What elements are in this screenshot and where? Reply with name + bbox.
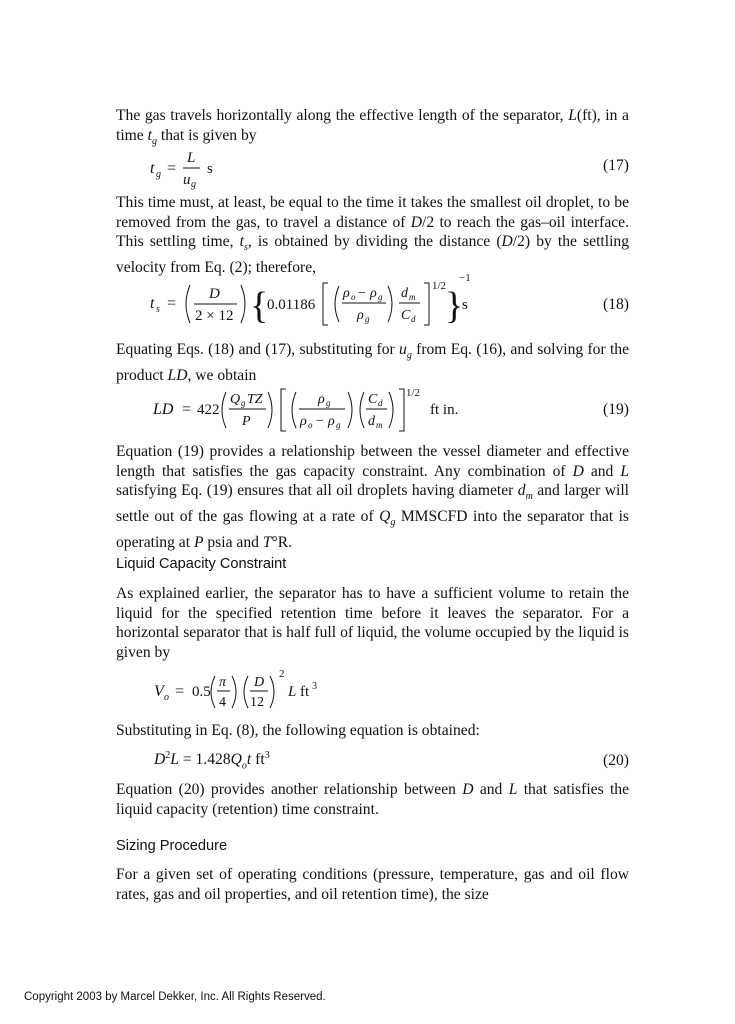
paragraph-3: Equating Eqs. (18) and (17), substituting for $u_g$ from Eq. (16), and solving for the product LD, we obtain [116, 341, 630, 384]
svg-text:LD: LD [153, 401, 174, 418]
svg-text:ft: ft [300, 684, 310, 700]
svg-text:d: d [401, 286, 408, 301]
svg-text:ρ: ρ [357, 308, 364, 323]
svg-text:=: = [167, 160, 177, 177]
svg-text:ρ: ρ [343, 286, 350, 301]
svg-text:=: = [182, 401, 192, 418]
svg-text:−: − [316, 414, 324, 429]
paragraph-4: Equation (19) provides a relationship between the vessel diameter and effective length that satisfies the gas capacity constraint. Any combination of D and L satisfying Eq. (19) ensures that all oil droplets having diameter $d_m$ and larger will settle out of the gas flowing at a rate of $Q_g$ MMSCFD into the separator that is operating at P psia and T°R. [116, 443, 629, 551]
svg-text:g: g [156, 169, 161, 180]
svg-text:m: m [376, 420, 383, 430]
equation-vo [116, 664, 356, 716]
svg-text:D: D [254, 675, 265, 690]
svg-text:−1: −1 [459, 272, 471, 284]
svg-text:ρ: ρ [328, 414, 335, 429]
svg-text:C: C [401, 308, 411, 323]
paragraph-1: The gas travels horizontally along the effective length of the separator, L(ft), in a time $t_g$ that is given by [116, 107, 629, 147]
svg-text:}: } [445, 285, 464, 327]
svg-text:12: 12 [250, 695, 264, 710]
svg-text:4: 4 [219, 695, 226, 710]
svg-text:g: g [326, 398, 331, 408]
heading-sizing-procedure: Sizing Procedure [116, 838, 228, 854]
paragraph-5: As explained earlier, the separator has to have a sufficient volume to retain the liquid for the specified retention time before it leaves the separator. For a horizontal separator that is half full of liquid, the volume occupied by the liquid is given by [116, 585, 629, 661]
paragraph-7: Equation (20) provides another relationship between D and L that satisfies the liquid capacity (retention) time constraint. [116, 781, 630, 818]
svg-text:ft in.: ft in. [430, 402, 459, 418]
svg-text:3: 3 [312, 681, 317, 692]
svg-text:P: P [242, 414, 251, 429]
svg-text:ρ: ρ [318, 392, 325, 407]
paragraph-6: Substituting in Eq. (8), the following equation is obtained: [116, 722, 480, 739]
heading-liquid-capacity: Liquid Capacity Constraint [116, 556, 287, 572]
svg-text:C: C [368, 392, 378, 407]
equation-17 [116, 146, 236, 192]
equation-20: $D^2L = 1.428Q_ot$ $ft^3$ [154, 750, 270, 772]
svg-text:g: g [241, 398, 246, 408]
svg-text:o: o [164, 692, 169, 703]
svg-text:d: d [368, 414, 375, 429]
svg-text:ρ: ρ [300, 414, 307, 429]
svg-text:=: = [175, 683, 185, 700]
svg-text:g: g [365, 314, 370, 324]
svg-text:g: g [378, 292, 383, 302]
svg-text:ρ: ρ [370, 286, 377, 301]
svg-text:=: = [167, 295, 177, 312]
equation-number-17: (17) [603, 157, 629, 174]
svg-text:d: d [411, 314, 416, 324]
svg-text:u: u [183, 172, 191, 188]
equation-number-18: (18) [603, 296, 629, 313]
paragraph-8: For a given set of operating conditions (pressure, temperature, gas and oil flow rates, gas and oil properties, and oil retention time), the size [116, 866, 629, 903]
svg-text:0.01186: 0.01186 [267, 297, 316, 313]
svg-text:t: t [150, 160, 155, 177]
equation-18 [116, 272, 476, 337]
svg-text:L: L [288, 684, 297, 700]
svg-text:t: t [150, 295, 155, 312]
svg-text:{: { [250, 285, 269, 327]
svg-text:2 × 12: 2 × 12 [195, 308, 234, 324]
svg-text:1/2: 1/2 [406, 387, 421, 399]
svg-text:D: D [209, 286, 220, 302]
svg-text:s: s [207, 161, 213, 177]
equation-number-19: (19) [603, 401, 629, 418]
copyright-footer: Copyright 2003 by Marcel Dekker, Inc. All Rights Reserved. [24, 991, 326, 1003]
equation-19 [116, 382, 476, 438]
svg-text:L: L [187, 150, 196, 166]
svg-text:0.5: 0.5 [192, 684, 211, 700]
svg-text:m: m [409, 292, 416, 302]
svg-text:d: d [378, 398, 383, 408]
svg-text:V: V [154, 683, 164, 700]
svg-text:Q: Q [230, 392, 241, 407]
svg-text:o: o [351, 292, 356, 302]
svg-text:1/2: 1/2 [432, 280, 447, 292]
svg-text:422: 422 [197, 402, 220, 418]
equation-number-20: (20) [603, 752, 629, 769]
svg-text:2: 2 [279, 668, 285, 680]
svg-text:o: o [308, 420, 313, 430]
svg-text:g: g [336, 420, 341, 430]
svg-text:s: s [462, 297, 468, 313]
svg-text:−: − [358, 286, 366, 301]
paragraph-2: This time must, at least, be equal to the time it takes the smallest oil droplet, to be removed from the gas, to travel a distance of D/2 to reach the gas–oil interface. This settling time, $t_s$, is obtained by dividing the distance (D/2) by the settling velocity from Eq. (2); therefore, [116, 194, 630, 276]
svg-text:g: g [191, 179, 196, 190]
svg-text:π: π [219, 675, 227, 690]
svg-text:s: s [156, 304, 160, 315]
svg-text:TZ: TZ [247, 392, 263, 407]
